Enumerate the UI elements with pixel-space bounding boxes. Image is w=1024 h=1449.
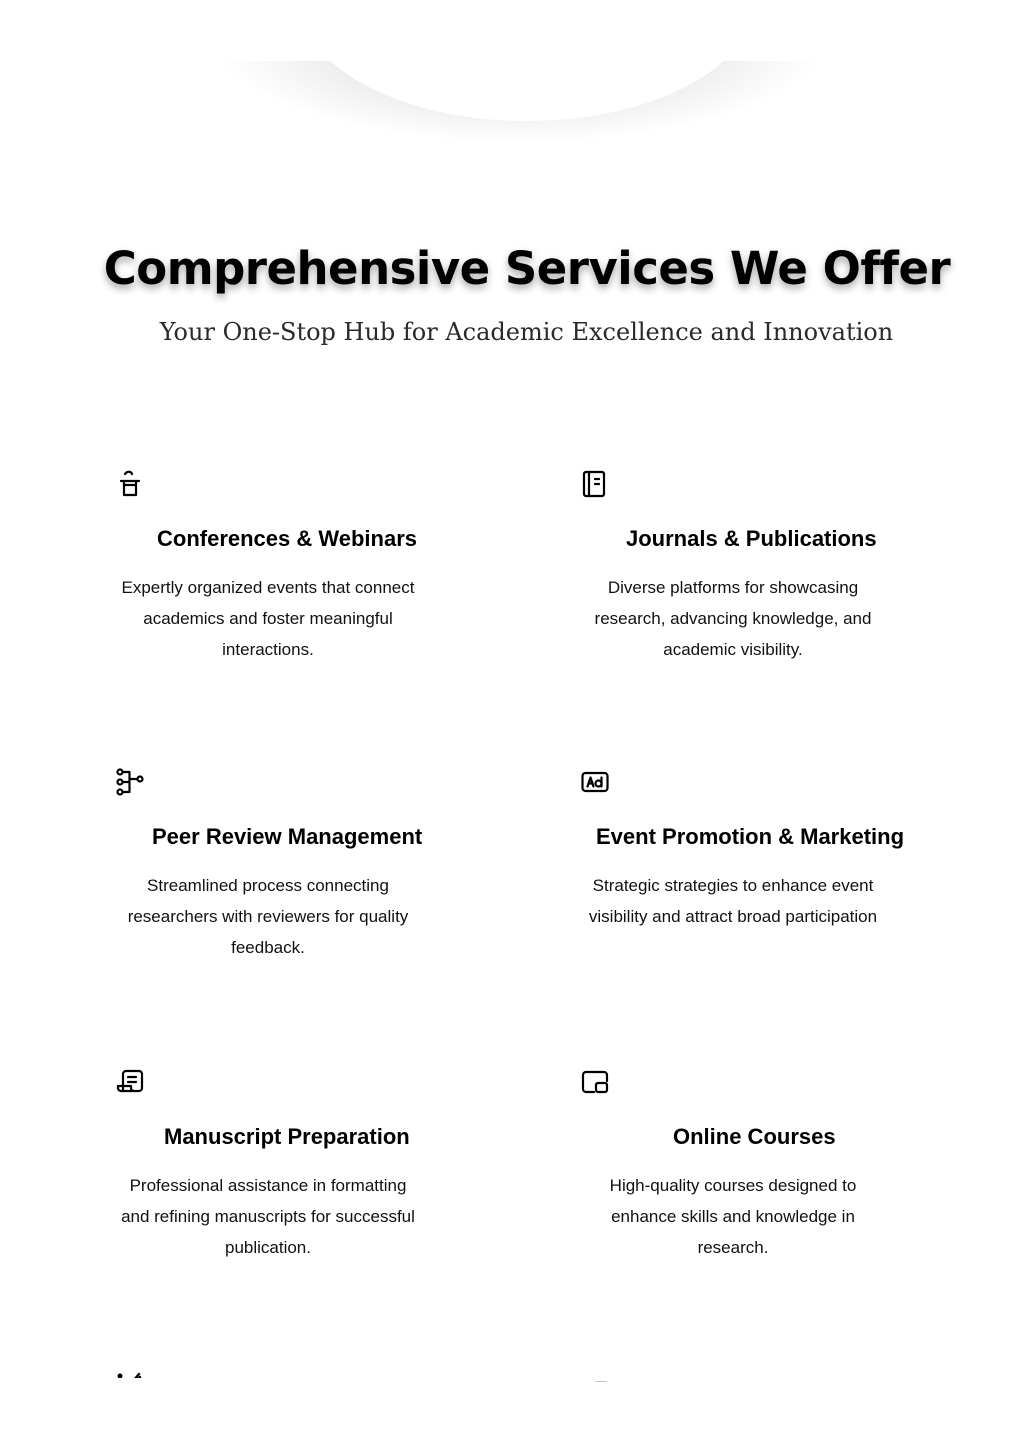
service-description: Professional assistance in formatting and refining manuscripts for successful publication. [121,1176,415,1257]
service-description: Expertly organized events that connect academics and foster meaningful interactions. [121,578,415,659]
next-service-icon [594,1372,608,1382]
service-card-promotion [581,768,941,998]
branch-network-icon [116,768,144,796]
service-card-manuscript [116,1068,476,1298]
service-card-journals [581,470,941,700]
service-title: Peer Review Management [152,824,423,849]
service-description: High-quality courses designed to enhance skills and knowledge in research. [609,1176,857,1257]
section-title: Comprehensive Services We Offer [103,242,951,295]
section-subtitle: Your One-Stop Hub for Academic Excellence and Innovation [159,318,894,346]
service-title: Event Promotion & Marketing [596,824,905,849]
service-card-online-courses [581,1068,941,1298]
service-title: Conferences & Webinars [157,526,418,551]
service-title: Journals & Publications [626,526,877,551]
podium-icon [116,470,144,498]
picture-in-picture-icon [581,1068,609,1096]
next-service-icon [116,1368,144,1378]
service-title: Manuscript Preparation [164,1124,410,1149]
service-card-conferences [116,470,476,700]
service-card-peer-review [116,768,476,998]
notebook-icon [581,470,609,498]
service-title: Online Courses [673,1124,836,1149]
service-description: Diverse platforms for showcasing research, advancing knowledge, and academic visibility. [594,578,872,659]
decorative-top-arc [150,61,890,221]
service-description: Streamlined process connecting researchers with reviewers for quality feedback. [127,876,409,957]
service-description: Strategic strategies to enhance event visibility and attract broad participation [588,876,878,926]
scroll-document-icon [116,1068,144,1096]
ad-badge-icon [581,768,609,796]
